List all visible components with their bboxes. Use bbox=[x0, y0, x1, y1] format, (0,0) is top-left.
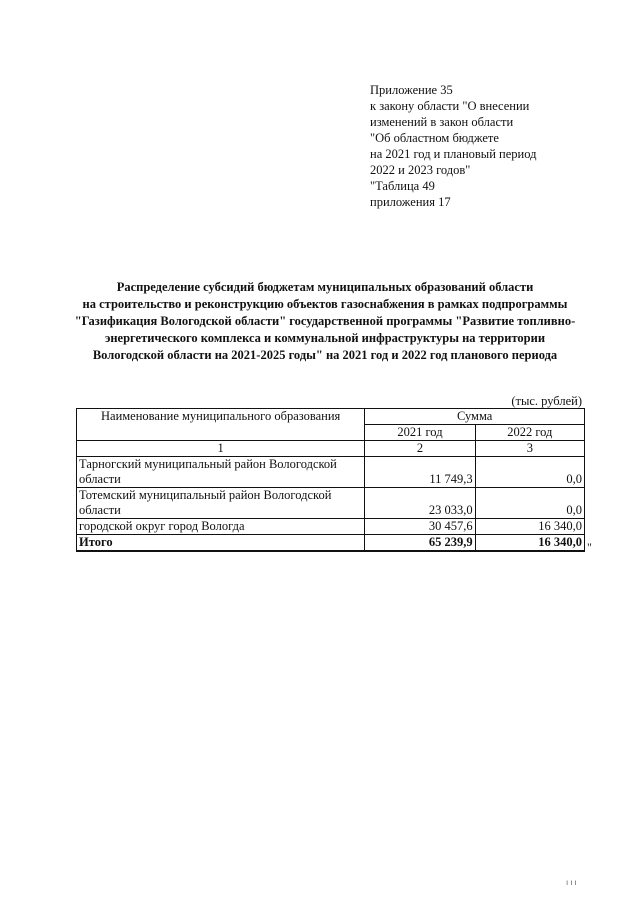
appendix-line: "Об областном бюджете bbox=[370, 131, 499, 145]
amount-2021-cell: 23 033,0 bbox=[365, 488, 475, 519]
header-name-cell: Наименование муниципального образования bbox=[77, 409, 365, 441]
title-line: энергетического комплекса и коммунальной инфраструктуры на территории bbox=[104, 331, 546, 345]
municipality-name-line: Тарногский муниципальный район Вологодской bbox=[79, 457, 337, 471]
header-year-2022: 2022 год bbox=[475, 425, 584, 441]
table-row bbox=[77, 488, 585, 519]
table-header-row bbox=[77, 409, 585, 425]
column-number: 1 bbox=[77, 441, 365, 457]
appendix-line: изменений в закон области bbox=[370, 115, 514, 129]
appendix-line: приложения 17 bbox=[370, 195, 451, 209]
municipality-name-cell bbox=[77, 457, 365, 488]
appendix-line: к закону области "О внесении bbox=[370, 99, 530, 113]
appendix-line: "Таблица 49 bbox=[370, 179, 435, 193]
column-number: 3 bbox=[475, 441, 584, 457]
total-row bbox=[77, 535, 585, 552]
header-year-2021: 2021 год bbox=[365, 425, 475, 441]
amount-2022-cell: 0,0 bbox=[475, 488, 584, 519]
total-2022-cell: 16 340,0 bbox=[475, 535, 584, 552]
column-numbers-row bbox=[77, 441, 585, 457]
municipality-name-cell: городской округ город Вологда bbox=[77, 519, 365, 535]
units-label: (тыс. рублей) bbox=[511, 394, 582, 408]
municipality-name-cell bbox=[77, 488, 365, 519]
closing-quote: " bbox=[587, 540, 592, 554]
table-row bbox=[77, 519, 585, 535]
footer-marks: ııı bbox=[566, 878, 579, 887]
amount-2021-cell: 11 749,3 bbox=[365, 457, 475, 488]
title-line: Распределение субсидий бюджетам муниципальных образований области bbox=[116, 280, 534, 294]
municipality-name-line: области bbox=[79, 503, 121, 517]
title-line: на строительство и реконструкцию объектов газоснабжения в рамках подпрограммы bbox=[82, 297, 568, 311]
subsidy-table bbox=[76, 408, 585, 552]
appendix-line: на 2021 год и плановый период bbox=[370, 147, 537, 161]
appendix-line: Приложение 35 bbox=[370, 83, 453, 97]
appendix-line: 2022 и 2023 годов" bbox=[370, 163, 471, 177]
municipality-name-line: Тотемский муниципальный район Вологодской bbox=[79, 488, 332, 502]
appendix-note bbox=[370, 82, 620, 210]
amount-2022-cell: 16 340,0 bbox=[475, 519, 584, 535]
municipality-name-line: области bbox=[79, 472, 121, 486]
title-line: "Газификация Вологодской области" государственной программы "Развитие топливно- bbox=[74, 314, 576, 328]
table-row bbox=[77, 457, 585, 488]
total-2021-cell: 65 239,9 bbox=[365, 535, 475, 552]
header-sum-cell: Сумма bbox=[365, 409, 585, 425]
document-title bbox=[60, 279, 590, 364]
amount-2021-cell: 30 457,6 bbox=[365, 519, 475, 535]
title-line: Вологодской области на 2021-2025 годы" на 2021 год и 2022 год планового периода bbox=[92, 348, 558, 362]
column-number: 2 bbox=[365, 441, 475, 457]
amount-2022-cell: 0,0 bbox=[475, 457, 584, 488]
total-label-cell: Итого bbox=[77, 535, 365, 552]
